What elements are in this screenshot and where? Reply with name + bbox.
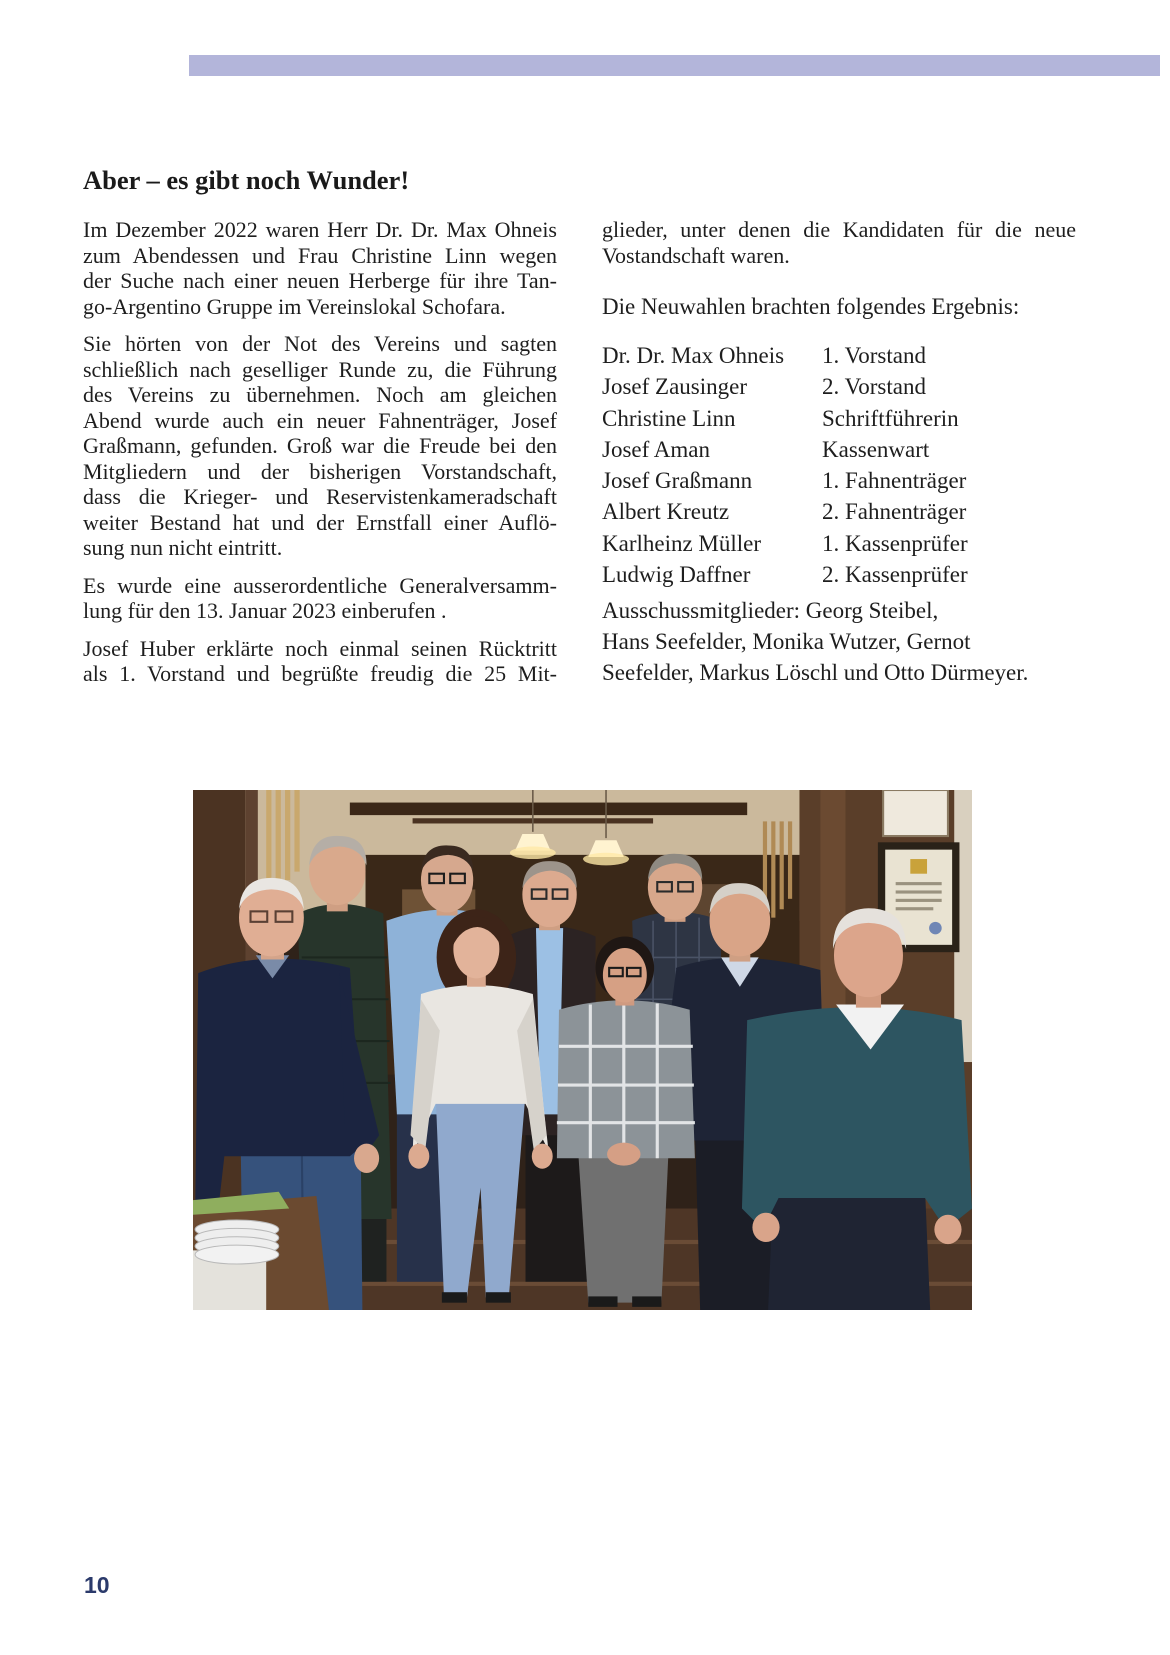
text-line: Sie hörten von der Not des Vereins und sagten <box>83 331 557 356</box>
text-line: Ausschussmitglieder: Georg Steibel, <box>602 597 939 623</box>
result-name: Dr. Dr. Max Ohneis <box>602 343 785 368</box>
result-row <box>602 559 1076 590</box>
text-line: Hans Seefelder, Monika Wutzer, Gernot <box>602 628 971 654</box>
result-role: 2. Kassenprüfer <box>822 562 968 588</box>
result-name: Ludwig Daffner <box>602 562 751 588</box>
text-line: dass die Krieger- und Reservistenkameradschaft <box>83 484 557 509</box>
result-row <box>602 496 1076 527</box>
result-role: 1. Fahnenträger <box>822 468 967 494</box>
paragraph <box>83 636 557 687</box>
election-results-table <box>602 340 1076 590</box>
result-name: Josef Zausinger <box>602 374 747 400</box>
result-row <box>602 371 1076 402</box>
text-line: des Vereins zu übernehmen. Noch am gleichen <box>83 382 557 407</box>
paragraph <box>83 331 557 561</box>
article-title: Aber – es gibt noch Wunder! <box>83 165 410 195</box>
text-line: Josef Huber erklärte noch einmal seinen Rücktritt <box>83 635 557 661</box>
result-role: 1. Vorstand <box>822 343 926 368</box>
committee-members <box>602 595 1076 689</box>
result-name: Albert Kreutz <box>602 499 730 525</box>
text-line: weiter Bestand hat und der Ernstfall einer Auflö- <box>83 509 557 535</box>
text-line: Im Dezember 2022 waren Herr Dr. Dr. Max Ohneis <box>83 217 557 242</box>
page-number: 10 <box>84 1572 110 1598</box>
text-line: sung nun nicht eintritt. <box>83 535 283 560</box>
result-role: Kassenwart <box>822 436 930 462</box>
text-line: Seefelder, Markus Löschl und Otto Dürmeyer. <box>602 660 1029 686</box>
text-line: glieder, unter denen die Kandidaten für die neue <box>602 217 1076 242</box>
paragraph <box>83 217 557 319</box>
right-column <box>602 217 1076 280</box>
result-role: 2. Fahnenträger <box>822 499 967 525</box>
paragraph <box>83 573 557 624</box>
left-column <box>83 217 557 699</box>
result-name: Christine Linn <box>602 405 736 431</box>
result-name: Josef Graßmann <box>602 468 753 494</box>
text-line: go-Argentino Gruppe im Vereinslokal Schofara. <box>83 293 506 319</box>
result-role: Schriftführerin <box>822 405 959 431</box>
text-line: Mitgliedern und der bisherigen Vorstandschaft, <box>83 458 557 484</box>
text-line: zum Abendessen und Frau Christine Linn wegen <box>83 242 557 268</box>
result-row <box>602 340 1076 371</box>
text-line: der Suche nach einer neuen Herberge für ihre Tan- <box>83 268 557 293</box>
group-photo <box>193 790 972 1310</box>
text-line: Es wurde eine ausserordentliche Generalversamm- <box>83 572 557 598</box>
result-name: Josef Aman <box>602 436 710 462</box>
result-name: Karlheinz Müller <box>602 530 762 556</box>
result-row <box>602 465 1076 496</box>
result-row <box>602 434 1076 465</box>
text-line: schließlich nach geselliger Runde zu, die Führung <box>83 356 557 382</box>
result-row <box>602 528 1076 559</box>
result-role: 2. Vorstand <box>822 374 926 400</box>
paragraph <box>602 217 1076 268</box>
text-line: Vostandschaft waren. <box>602 242 790 268</box>
text-line: als 1. Vorstand und begrüßte freudig die 25 Mit- <box>83 661 557 686</box>
result-role: 1. Kassenprüfer <box>822 530 968 556</box>
result-row <box>602 403 1076 434</box>
header-accent-bar <box>189 55 1160 76</box>
text-line: Abend wurde auch ein neuer Fahnenträger, Josef <box>83 407 557 433</box>
text-line: Graßmann, gefunden. Groß war die Freude bei den <box>83 433 557 458</box>
results-intro: Die Neuwahlen brachten folgendes Ergebnis: <box>602 294 1020 319</box>
text-line: lung für den 13. Januar 2023 einberufen . <box>83 598 447 623</box>
